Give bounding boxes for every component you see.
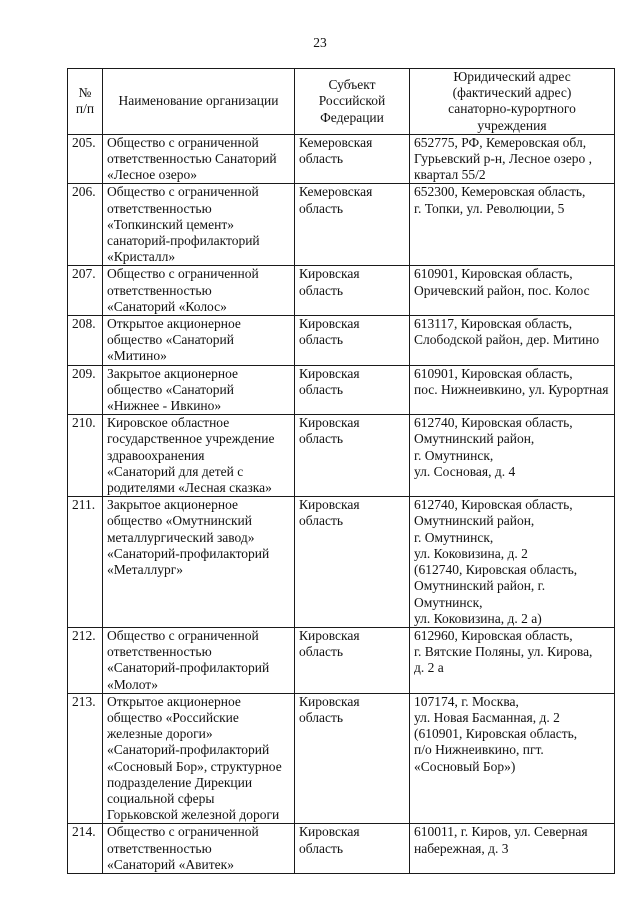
organization-name: Общество с ограниченной ответственностью «Санаторий «Авитек» [103,824,295,874]
region-name: Кировская область [295,693,410,824]
legal-address: 610901, Кировская область, пос. Нижнеивкино, ул. Курортная [410,365,615,415]
header-organization-name: Наименование организации [103,69,295,135]
legal-address: 652300, Кемеровская область, г. Топки, ул. Революции, 5 [410,184,615,266]
row-number: 208. [68,316,103,366]
region-name: Кемеровская область [295,134,410,184]
table-row [68,316,615,366]
organization-name: Закрытое акционерное общество «Санаторий «Нижнее - Ивкино» [103,365,295,415]
table-body [68,134,615,873]
row-number: 212. [68,627,103,693]
region-name: Кировская область [295,365,410,415]
row-number: 213. [68,693,103,824]
table-row [68,266,615,316]
legal-address: 610011, г. Киров, ул. Северная набережная, д. 3 [410,824,615,874]
page-number: 23 [313,35,327,50]
row-number: 210. [68,415,103,497]
legal-address: 652775, РФ, Кемеровская обл, Гурьевский р-н, Лесное озеро , квартал 55/2 [410,134,615,184]
legal-address: 610901, Кировская область, Оричевский район, пос. Колос [410,266,615,316]
table-row [68,627,615,693]
organization-name: Закрытое акционерное общество «Омутнинский металлургический завод» «Санаторий-профилакторий «Металлург» [103,497,295,628]
organization-name: Кировское областное государственное учреждение здравоохранения «Санаторий для детей с родителями «Лесная сказка» [103,415,295,497]
organization-name: Общество с ограниченной ответственностью «Санаторий-профилакторий «Молот» [103,627,295,693]
legal-address: 612740, Кировская область, Омутнинский район, г. Омутнинск, ул. Сосновая, д. 4 [410,415,615,497]
row-number: 214. [68,824,103,874]
organization-name: Открытое акционерное общество «Санаторий «Митино» [103,316,295,366]
table-row [68,824,615,874]
legal-address: 107174, г. Москва, ул. Новая Басманная, д. 2 (610901, Кировская область, п/о Нижнеивкино, пгт. «Сосновый Бор») [410,693,615,824]
organization-name: Общество с ограниченной ответственностью Санаторий «Лесное озеро» [103,134,295,184]
region-name: Кировская область [295,824,410,874]
table-header [68,69,615,135]
row-number: 205. [68,134,103,184]
table-row [68,134,615,184]
region-name: Кировская область [295,316,410,366]
row-number: 209. [68,365,103,415]
table-header-row [68,69,615,135]
legal-address: 612740, Кировская область, Омутнинский район, г. Омутнинск, ул. Коковизина, д. 2 (612740, Кировская область, Омутнинский район, г. Омутнинск, ул. Коковизина, д. 2 а) [410,497,615,628]
table-row [68,693,615,824]
region-name: Кировская область [295,266,410,316]
row-number: 211. [68,497,103,628]
region-name: Кировская область [295,415,410,497]
row-number: 206. [68,184,103,266]
region-name: Кировская область [295,497,410,628]
table-row [68,497,615,628]
registry-table [67,68,615,874]
organization-name: Открытое акционерное общество «Российские железные дороги» «Санаторий-профилакторий «Сосновый Бор», структурное подразделение Дирекции социальной сферы Горьковской железной дороги [103,693,295,824]
header-number: № п/п [68,69,103,135]
header-region: Субъект Российской Федерации [295,69,410,135]
table-row [68,365,615,415]
region-name: Кемеровская область [295,184,410,266]
organization-name: Общество с ограниченной ответственностью «Топкинский цемент» санаторий-профилакторий «Кристалл» [103,184,295,266]
header-address: Юридический адрес (фактический адрес) санаторно-курортного учреждения [410,69,615,135]
table-row [68,184,615,266]
organization-name: Общество с ограниченной ответственностью «Санаторий «Колос» [103,266,295,316]
legal-address: 612960, Кировская область, г. Вятские Поляны, ул. Кирова, д. 2 а [410,627,615,693]
legal-address: 613117, Кировская область, Слободской район, дер. Митино [410,316,615,366]
row-number: 207. [68,266,103,316]
table-row [68,415,615,497]
region-name: Кировская область [295,627,410,693]
